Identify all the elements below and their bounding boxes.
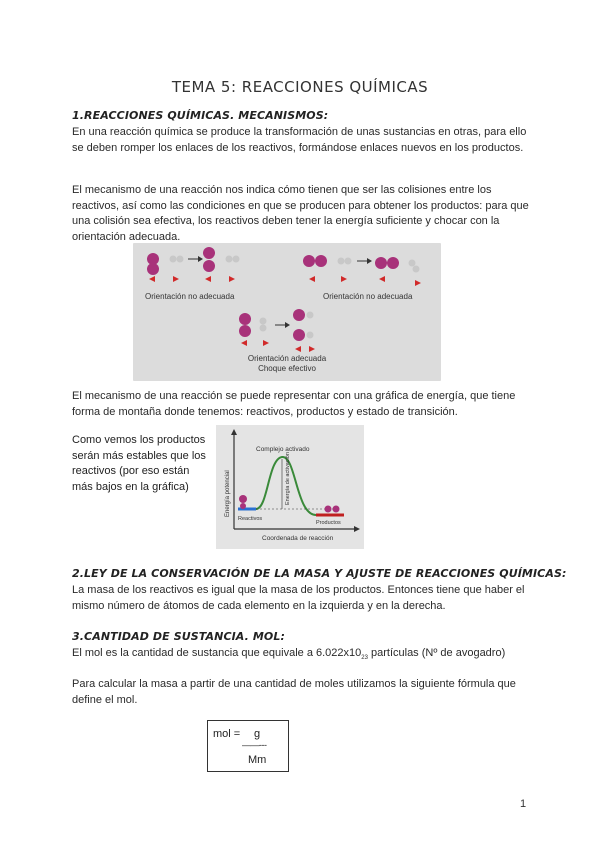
red-arrow	[309, 276, 315, 282]
collision-diagram	[133, 243, 441, 381]
red-arrow	[379, 276, 385, 282]
stability-side-note: Como vemos los productos serán más estables que los reactivos (por eso están más bajos en la gráfica)	[72, 434, 206, 493]
x-axis-label: Coordenada de reacción	[262, 535, 334, 542]
label-orientation-left: Orientación no adecuada	[145, 292, 235, 301]
atom	[333, 506, 340, 513]
energy-diagram	[216, 425, 364, 549]
section-3-paragraph-1	[72, 646, 534, 667]
red-arrow	[309, 346, 315, 352]
section-3-heading: 3.CANTIDAD DE SUSTANCIA. MOL:	[72, 630, 285, 643]
atom	[239, 325, 251, 337]
red-arrow	[341, 276, 347, 282]
bottom-collision-group	[239, 309, 327, 373]
section-2-paragraph-1: La masa de los reactivos es igual que la masa de los productos. Entonces tiene que haber el mismo número de átomos de cada elemento en la izquierda y en la derecha.	[72, 584, 525, 612]
atom	[293, 329, 305, 341]
avogadro-exponent: 23	[361, 655, 368, 662]
red-arrow	[229, 276, 235, 282]
atom	[375, 257, 387, 269]
label-orientation-right: Orientación no adecuada	[323, 292, 413, 301]
products-label: Productos	[316, 520, 341, 526]
atom	[293, 309, 305, 321]
section-1-paragraph-2: El mecanismo de una reacción nos indica cómo tienen que ser las colisiones entre los reactivos, así como las condiciones en que se producen para obtener los productos: para que una colisión sea efectiva, los reactivos deben tener la energía suficiente y chocar con la orientación adecuada.	[72, 184, 529, 243]
atom	[387, 257, 399, 269]
atom	[147, 263, 159, 275]
atom	[226, 256, 233, 263]
section-3-paragraph-2: Para calcular la masa a partir de una cantidad de moles utilizamos la siguiente fórmula que define el mol.	[72, 678, 516, 706]
mol-definition-end: partículas (Nº de avogadro)	[367, 647, 506, 659]
atom	[325, 506, 332, 513]
page-title: TEMA 5: REACCIONES QUÍMICAS	[171, 78, 429, 96]
peak-label: Complejo activado	[256, 446, 310, 453]
atom	[338, 258, 345, 265]
red-arrow	[415, 280, 421, 286]
mol-formula-box	[207, 720, 289, 772]
atom	[307, 312, 314, 319]
page-number: 1	[520, 798, 527, 810]
section-1-heading: 1.REACCIONES QUÍMICAS. MECANISMOS:	[72, 109, 329, 122]
atom	[413, 266, 420, 273]
left-collision-group	[145, 247, 240, 301]
mol-definition-start: El mol es la cantidad de sustancia que equivale a 6.022x10	[72, 647, 362, 659]
label-orientation-bottom: Orientación adecuada	[247, 354, 327, 363]
y-axis-label: Energía potencial	[225, 470, 231, 517]
formula-denominator: Mm	[248, 754, 267, 766]
atom	[345, 258, 352, 265]
atom	[239, 313, 251, 325]
section-1-paragraph-1: En una reacción química se produce la transformación de unas sustancias en otras, para ello se deben romper los enlaces de los reactivos, formándose enlaces nuevos en los productos.	[72, 126, 527, 154]
atom	[260, 325, 267, 332]
formula-fraction-bar: ——---	[242, 740, 267, 750]
section-2-heading: 2.LEY DE LA CONSERVACIÓN DE LA MASA Y AJUSTE DE REACCIONES QUÍMICAS:	[72, 567, 567, 580]
activation-energy-label: Energía de activación	[285, 452, 291, 505]
atom	[203, 247, 215, 259]
atom	[240, 503, 246, 509]
label-effective-collision: Choque efectivo	[258, 364, 316, 373]
formula-numerator: g	[254, 728, 261, 740]
formula-lhs: mol =	[213, 728, 241, 740]
atom	[170, 256, 177, 263]
energy-graph-figure	[216, 425, 364, 549]
atom	[307, 332, 314, 339]
red-arrow	[263, 340, 269, 346]
section-1-paragraph-3: El mecanismo de una reacción se puede representar con una gráfica de energía, que tiene forma de montaña donde tenemos: reactivos, productos y estado de transición.	[72, 390, 516, 418]
red-arrow	[205, 276, 211, 282]
red-arrow	[149, 276, 155, 282]
reactants-label: Reactivos	[238, 516, 263, 522]
atom	[239, 495, 247, 503]
atom	[260, 318, 267, 325]
atom	[203, 260, 215, 272]
red-arrow	[241, 340, 247, 346]
atom	[233, 256, 240, 263]
right-collision-group	[303, 255, 421, 301]
atom	[177, 256, 184, 263]
collision-orientation-figure	[133, 243, 441, 381]
red-arrow	[173, 276, 179, 282]
atom	[303, 255, 315, 267]
atom	[315, 255, 327, 267]
atom	[409, 260, 416, 267]
red-arrow	[295, 346, 301, 352]
